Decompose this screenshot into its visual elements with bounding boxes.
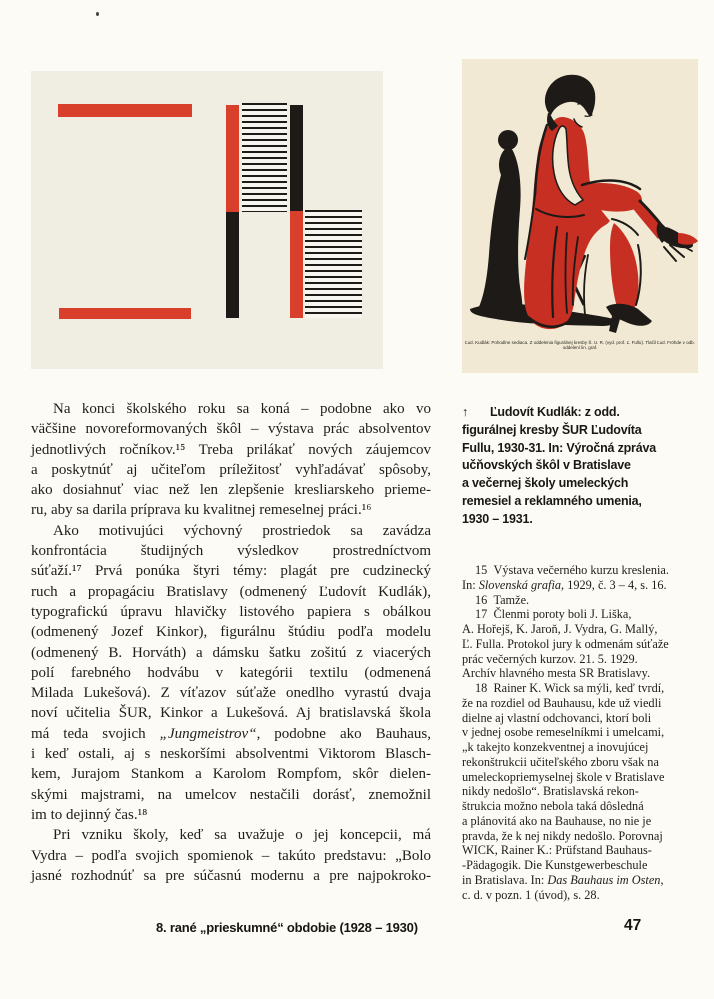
body-line: Vydra – podľa svojich spomienok – takúto predstavu: „Bolo bbox=[31, 847, 431, 864]
footnote-line: nikdy nedošlo“. Bratislavská rekon- bbox=[462, 784, 639, 799]
caption-line: figurálnej kresby ŠUR Ľudovíta bbox=[462, 422, 642, 437]
artwork-red-bar-top bbox=[58, 104, 192, 117]
caption-line: 1930 – 1931. bbox=[462, 511, 533, 526]
footnote-line-rich bbox=[462, 873, 706, 888]
footnote-text-italic: Slovenská grafia bbox=[478, 577, 562, 592]
footnote-text-segment: , bbox=[660, 872, 664, 887]
footnote-line: dielne aj vlastní odchovanci, ktorí boli bbox=[462, 710, 652, 725]
caption-line: a večernej školy umeleckých bbox=[462, 476, 629, 491]
body-line: Milada Lukešová). Z víťazov súťaže onedlho vyrastú dvaja bbox=[31, 685, 431, 702]
body-line: jednotlivých ročníkov.¹⁵ Treba prilákať nových záujemcov bbox=[31, 441, 431, 458]
body-line: jasné rozhodnúť sa pre súčasnú modernu a pre najpokroko- bbox=[31, 867, 431, 884]
scan-speck bbox=[96, 12, 99, 16]
footnote-line: štrukcia možno nebola taká dôsledná bbox=[462, 799, 644, 813]
figure-caption bbox=[462, 404, 704, 529]
body-line: ako dosiahnuť viac než len zlepšenie kresliarskeho prieme- bbox=[31, 482, 431, 499]
footnote-line: 18 Rainer K. Wick sa mýli, keď tvrdí, bbox=[475, 681, 665, 695]
body-line: (odmenený Jozef Kinkor), figurálnu štúdiu podľa modelu bbox=[31, 624, 431, 641]
footnote-line: Archív hlavného mesta SR Bratislavy. bbox=[462, 666, 651, 681]
body-line: im to dejinný čas.¹⁸ bbox=[31, 806, 148, 823]
body-line: (odmenený B. Horváth) a dámsku šatku zošitú z viacerých bbox=[31, 644, 431, 661]
body-line: i keď ostali, aj s neskoršími absolventmi Viktorom Blasch- bbox=[31, 746, 431, 763]
body-line: polí farebného hodvábu v kategórii textilu (odmenená bbox=[31, 664, 431, 681]
body-text-italic: „Jungmeistrov“ bbox=[159, 725, 257, 742]
footnote-line: 16 Tamže. bbox=[475, 592, 530, 607]
footnote-line-rich bbox=[462, 578, 706, 593]
artwork-stripe-block-top bbox=[242, 103, 287, 212]
footnote-line: Ľ. Fulla. Protokol jury k odmenám súťaže bbox=[462, 636, 669, 651]
artwork-vbar1-red-segment bbox=[226, 105, 239, 212]
footnote-text-italic: Das Bauhaus im Osten bbox=[547, 872, 661, 887]
body-text-column bbox=[31, 399, 431, 886]
body-line: noví učitelia ŠUR, Kinkor a Lukešová. Aj bratislavská škola bbox=[31, 705, 431, 722]
footnote-line: umeleckopriemyselnej škole v Bratislave bbox=[462, 769, 665, 784]
body-line: Ako motivujúci výchovný prostriedok sa zavádza bbox=[53, 522, 431, 539]
artwork-vbar2-red-segment bbox=[290, 211, 303, 318]
footnote-line: a plánovitá ako na Bauhause, no nie je bbox=[462, 813, 652, 828]
body-line: a poskytnúť aj učiteľom príležitosť vyhľadávať spôsoby, bbox=[31, 461, 431, 478]
body-line-rich bbox=[31, 724, 431, 744]
footnotes-column bbox=[462, 563, 706, 902]
footnote-line: WICK, Rainer K.: Prüfstand Bauhaus- bbox=[462, 843, 652, 858]
artwork-vbar1-black-segment bbox=[226, 212, 239, 318]
footnote-text-segment: , 1929, č. 3 – 4, s. 16. bbox=[561, 577, 667, 592]
footnote-line: „k takejto konzekventnej a inovujúcej bbox=[462, 740, 649, 754]
footnote-line: -Pädagogik. Die Kunstgewerbeschule bbox=[462, 858, 648, 872]
seated-woman-drawing bbox=[462, 59, 698, 373]
body-line: konfrontácia študijných výsledkov prostredníctvom bbox=[31, 543, 431, 560]
artwork-vbar2-black-segment bbox=[290, 105, 303, 211]
footnote-line: rekonštrukcii učiteľského zboru však na bbox=[462, 754, 659, 769]
footnote-line: 17 Členmi poroty boli J. Liška, bbox=[475, 607, 632, 622]
footnote-text-segment: In: bbox=[462, 577, 479, 592]
caption-text: Ľudovít Kudlák: z odd. bbox=[490, 405, 620, 419]
body-line: typografickú úpravu hlavičky listového papiera s obálkou bbox=[31, 603, 431, 620]
caption-line: Fullu, 1930-31. In: Výročná zpráva bbox=[462, 440, 656, 455]
body-text-segment: má teda svojich bbox=[31, 725, 160, 742]
seated-woman-illustration-panel bbox=[462, 59, 698, 373]
caption-line: remesiel a reklamného umenia, bbox=[462, 493, 642, 508]
footnote-line: prác večerných kurzov. 21. 5. 1929. bbox=[462, 651, 638, 666]
body-line: ru, aby sa darila príprava ku kvalitnej remeselnej práci.¹⁶ bbox=[31, 502, 372, 519]
body-line: kem, Jurajom Stankom a Karolom Rompfom, skôr dielen- bbox=[31, 766, 431, 783]
footnote-line: A. Hořejš, K. Jaroň, J. Vydra, G. Mallý, bbox=[462, 622, 658, 636]
body-line: väčšine novoreformovaných škôl – výstava prác absolventov bbox=[31, 421, 431, 438]
footnote-line: 15 Výstava večerného kurzu kreslenia. bbox=[475, 563, 669, 577]
page-number: 47 bbox=[624, 917, 642, 934]
figure-micro-caption: Ľud. Kudlák: Pohodlne sediaca. Z oddelenia figurálnej kresby Š. U. R. (vyd. prof. Ľ. Fullu). Tlačil Ľud. Fröhde v odb. oddelení lin. graf. bbox=[465, 340, 695, 350]
body-line: skými majstrami, na umelcov nestačili dorásť, znemožnil bbox=[31, 786, 431, 803]
body-line: ruch a propagáciu Bratislavy (odmenený Ľudovít Kudlák), bbox=[31, 583, 431, 600]
body-line: Pri vzniku školy, keď sa uvažuje o jej koncepcii, má bbox=[53, 827, 431, 844]
caption-line bbox=[462, 404, 704, 422]
footnote-line: c. d. v pozn. 1 (úvod), s. 28. bbox=[462, 887, 600, 902]
artwork-stripe-block-bottom bbox=[305, 210, 362, 318]
footnote-line: pravda, že k nej nikdy nedošlo. Porovnaj bbox=[462, 828, 663, 843]
artwork-red-bar-bottom bbox=[59, 308, 191, 319]
body-text-segment: , podobne ako Bauhaus, bbox=[256, 725, 431, 742]
footnote-line: v jednej osobe remeselníkmi i umelcami, bbox=[462, 725, 665, 740]
caption-line: učňovských škôl v Bratislave bbox=[462, 458, 631, 473]
up-arrow-icon: ↑ bbox=[462, 405, 469, 419]
body-line: súťaží.¹⁷ Prvá ponúka štyri témy: plagát pre cudzinecký bbox=[31, 563, 431, 580]
chapter-footer-title: 8. rané „prieskumné“ obdobie (1928 – 1930) bbox=[156, 920, 418, 935]
footnote-text-segment: in Bratislava. In: bbox=[462, 872, 548, 887]
abstract-artwork-panel bbox=[31, 71, 383, 369]
body-line: Na konci školského roku sa koná – podobne ako vo bbox=[53, 401, 431, 417]
footnote-line: že na rozdiel od Bauhausu, kde už viedli bbox=[462, 695, 662, 710]
